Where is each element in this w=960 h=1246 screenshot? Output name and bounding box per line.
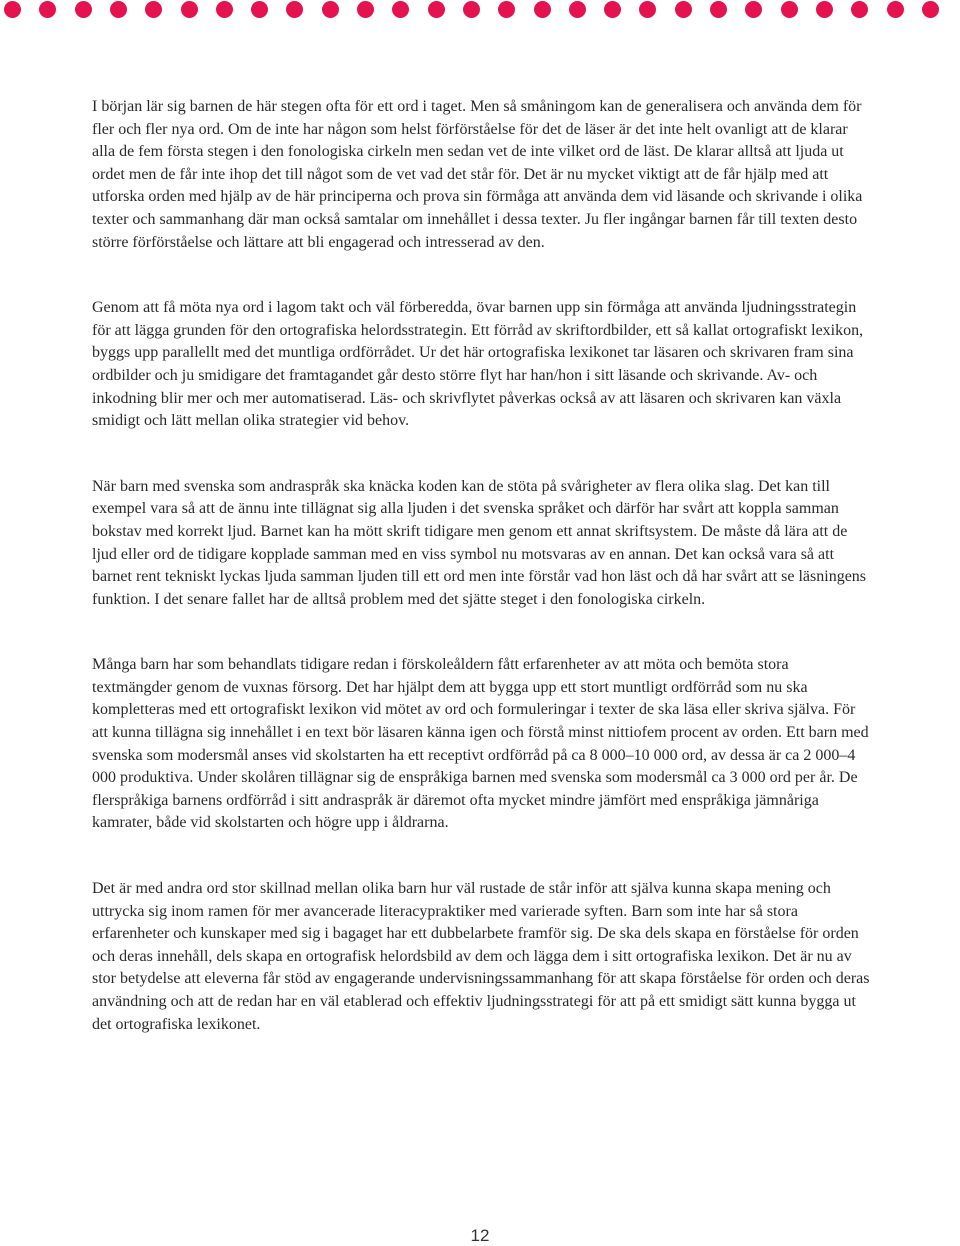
page-body <box>92 96 872 1079</box>
dot-icon <box>922 1 939 18</box>
paragraph: Genom att få möta nya ord i lagom takt och väl förberedda, övar barnen upp sin förmåga att använda ljudningsstrategin för att lägga grunden för den ortografiska helordsstrategin. Ett förråd av skriftordbilder, ett så kallat ortografiskt lexikon, byggs upp parallellt med det muntliga ordförrådet. Ur det här ortografiska lexikonet tar läsaren och skrivaren fram sina ordbilder och ju smidigare det framtagandet går desto större flyt har han/hon i sitt läsande och skrivande. Av- och inkodning blir mer och mer automatiserad. Läs- och skrivflytet påverkas också av att läsaren och skrivaren kan växla smidigt och lätt mellan olika strategier vid behov. <box>92 299 864 430</box>
dot-icon <box>604 1 621 18</box>
dot-icon <box>463 1 480 18</box>
dot-icon <box>569 1 586 18</box>
page-number: 12 <box>470 1226 490 1245</box>
paragraph: Många barn har som behandlats tidigare redan i förskoleåldern fått erfarenheter av att möta och bemöta stora textmängder genom de vuxnas försorg. Det har hjälpt dem att bygga upp ett stort muntligt ordförråd som nu ska kompletteras med ett ortografiskt lexikon vid mötet av ord och formuleringar i texter de ska läsa eller skriva själva. För att kunna tillägna sig innehållet i en text bör läsaren känna igen och förstå minst nittiofem procent av orden. Ett barn med svenska som modersmål anses vid skolstarten ha ett receptivt ordförråd på ca 8 000–10 000 ord, av dessa är ca 2 000–4 000 produktiva. Under skolåren tillägnar sig de enspråkiga barnen med svenska som modersmål ca 3 000 ord per år. De flerspråkiga barnens ordförråd i sitt andraspråk är däremot ofta mycket mindre jämfört med enspråkiga jämnåriga kamrater, både vid skolstarten och högre upp i åldrarna. <box>92 656 869 832</box>
dot-icon <box>675 1 692 18</box>
dot-icon <box>745 1 762 18</box>
dot-icon <box>851 1 868 18</box>
paragraph: I början lär sig barnen de här stegen ofta för ett ord i taget. Men så småningom kan de generalisera och använda dem för fler och fler nya ord. Om de inte har någon som helst förförståelse för det de läser är det inte helt ovanligt att de klarar alla de fem första stegen i den fonologiska cirkeln men sedan vet de inte vilket ord de läst. De klarar alltså att ljuda ut ordet men de får inte ihop det till något som de vet vad det står för. Det är nu mycket viktigt att de får hjälp med att utforska orden med hjälp av de här principerna och prova sin förmåga att använda dem vid läsande och skrivande i olika texter och sammanhang där man också samtalar om innehållet i dessa texter. Ju fler ingångar barnen får till texten desto större förförståelse och lättare att bli engagerad och intresserad av den. <box>92 98 863 251</box>
dot-icon <box>781 1 798 18</box>
dot-icon <box>710 1 727 18</box>
dot-icon <box>816 1 833 18</box>
paragraph: Det är med andra ord stor skillnad mellan olika barn hur väl rustade de står inför att själva kunna skapa mening och uttrycka sig inom ramen för mer avancerade literacypraktiker med varierade syften. Barn som inte har så stora erfarenheter och kunskaper med sig i bagaget har ett dubbelarbete framför sig. De ska dels skapa en förståelse för orden och deras innehåll, dels skapa en ortografisk helordsbild av dem och lägga dem i sitt ortografiska lexikon. Det är nu av stor betydelse att eleverna får stöd av engagerande undervisningssammanhang för att skapa förståelse för orden och deras användning och att de redan har en väl etablerad och effektiv ljudningsstrategi för att på ett smidigt sätt kunna bygga ut det ortografiska lexikonet. <box>92 880 870 1033</box>
dot-icon <box>181 1 198 18</box>
dot-icon <box>322 1 339 18</box>
dot-icon <box>145 1 162 18</box>
dot-icon <box>428 1 445 18</box>
paragraph: När barn med svenska som andraspråk ska knäcka koden kan de stöta på svårigheter av flera olika slag. Det kan till exempel vara så att de ännu inte tillägnat sig alla ljuden i det svenska språket och därför har svårt att koppla samman bokstav med korrekt ljud. Barnet kan ha mött skrift tidigare men genom ett annat skriftsystem. De måste då lära att de ljud eller ord de tidigare kopplade samman med en viss symbol nu motsvaras av en annan. Det kan också vara så att barnet rent tekniskt lyckas ljuda samman ljuden till ett ord men inte förstår vad hon läst och då har svårt att se läsningens funktion. I det senare fallet har de alltså problem med det sjätte steget i den fonologiska cirkeln. <box>92 477 867 608</box>
decorative-dot-border <box>0 0 960 26</box>
dot-icon <box>39 1 56 18</box>
dot-icon <box>110 1 127 18</box>
dot-icon <box>639 1 656 18</box>
dot-icon <box>357 1 374 18</box>
dot-icon <box>498 1 515 18</box>
dot-icon <box>392 1 409 18</box>
dot-icon <box>534 1 551 18</box>
dot-icon <box>251 1 268 18</box>
dot-icon <box>4 1 21 18</box>
dot-icon <box>887 1 904 18</box>
dot-icon <box>286 1 303 18</box>
dot-icon <box>216 1 233 18</box>
dot-icon <box>75 1 92 18</box>
